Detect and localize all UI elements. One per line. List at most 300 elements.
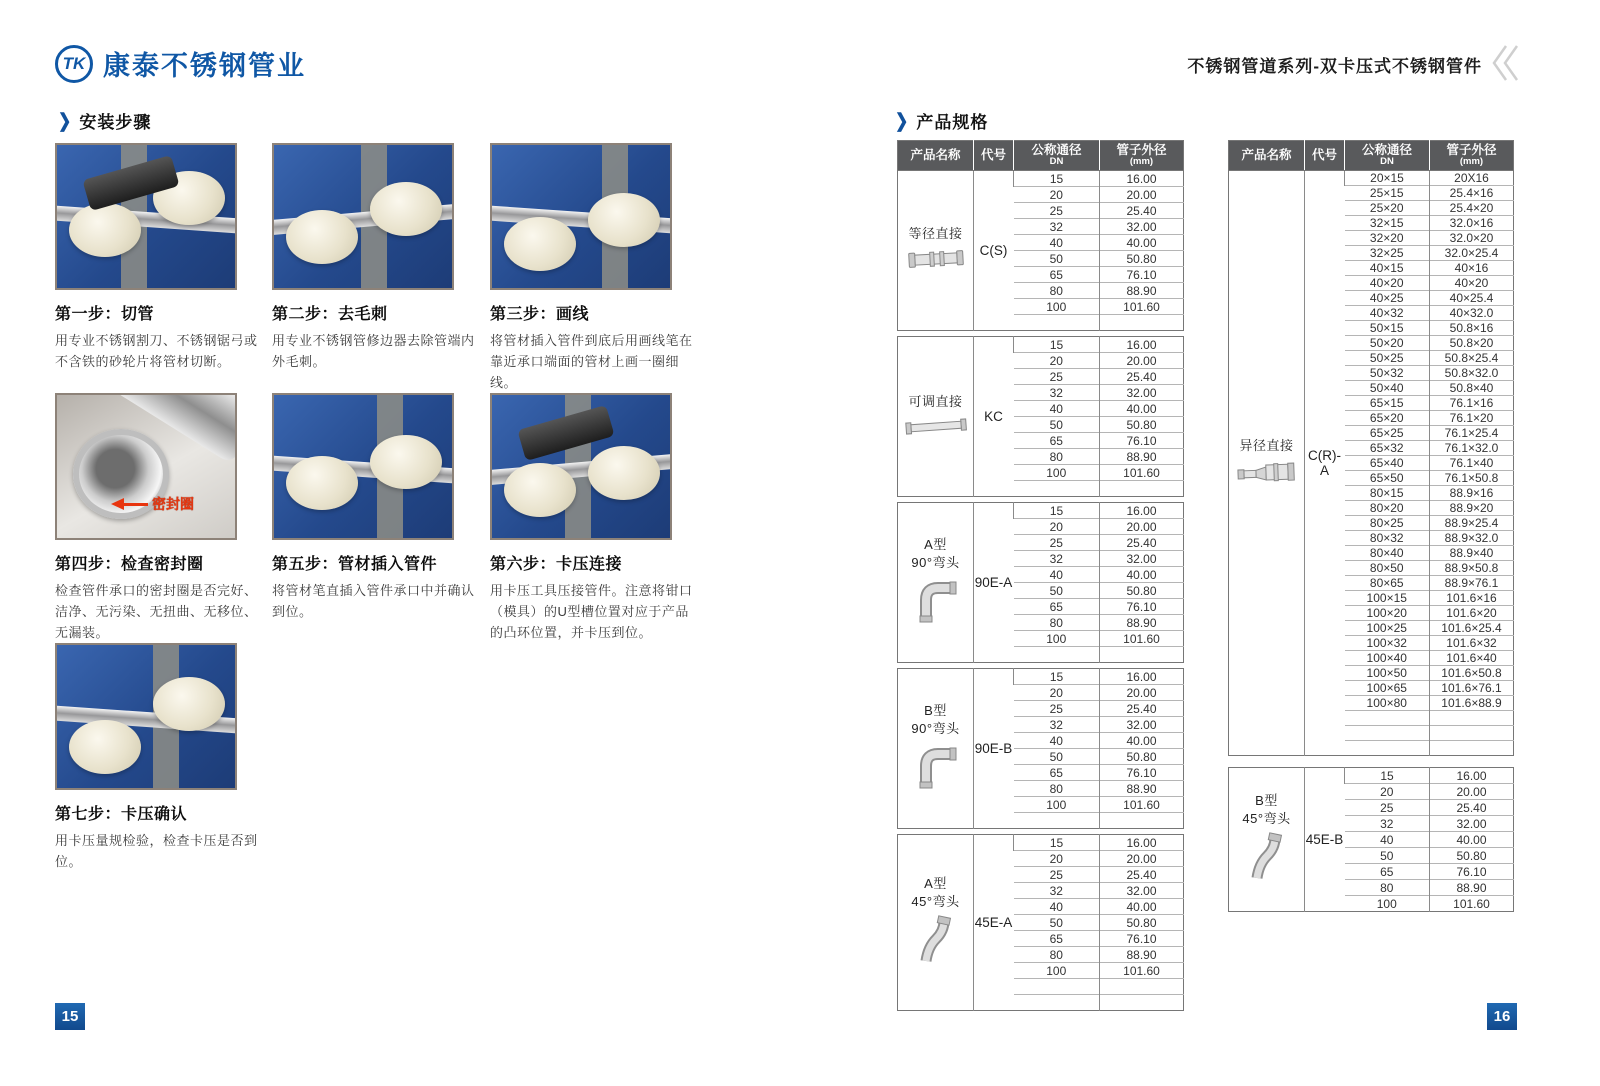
dn-value: 20×15 <box>1345 171 1430 186</box>
dn-value: 65 <box>1014 267 1100 283</box>
od-value: 20.00 <box>1100 685 1184 701</box>
od-value: 50.8×16 <box>1430 321 1514 336</box>
od-value: 32.0×25.4 <box>1430 246 1514 261</box>
glove-icon <box>69 203 141 257</box>
dn-value: 15 <box>1014 171 1100 187</box>
dn-value: 32 <box>1014 551 1100 567</box>
col-code: 代号 <box>974 141 1014 171</box>
dn-value: 32 <box>1345 816 1430 832</box>
dn-value: 40×25 <box>1345 291 1430 306</box>
section-arrow-icon: ❯ <box>58 110 72 132</box>
dn-value: 65 <box>1014 931 1100 947</box>
dn-empty <box>1014 813 1100 829</box>
dn-value: 100×20 <box>1345 606 1430 621</box>
spec-table <box>1228 140 1514 756</box>
od-value: 88.90 <box>1100 781 1184 797</box>
od-empty <box>1430 741 1514 756</box>
col-dn: 公称通径 DN <box>1345 141 1430 171</box>
step-title: 第三步：画线 <box>490 306 590 323</box>
spec-table <box>897 834 1184 1011</box>
od-value: 32.00 <box>1100 219 1184 235</box>
dn-value: 80×40 <box>1345 546 1430 561</box>
od-value: 40.00 <box>1100 733 1184 749</box>
od-value: 40.00 <box>1100 567 1184 583</box>
od-empty <box>1430 726 1514 741</box>
od-value: 88.90 <box>1100 283 1184 299</box>
od-value: 50.80 <box>1100 749 1184 765</box>
step-photo-cutting <box>55 143 237 290</box>
od-value: 88.9×76.1 <box>1430 576 1514 591</box>
glove-icon <box>286 210 358 264</box>
dn-empty <box>1345 726 1430 741</box>
spec-table <box>897 668 1184 829</box>
dn-value: 50 <box>1014 749 1100 765</box>
od-value: 20.00 <box>1100 851 1184 867</box>
dn-value: 32 <box>1014 883 1100 899</box>
dn-value: 100×50 <box>1345 666 1430 681</box>
glove-icon <box>370 182 442 236</box>
od-value: 25.40 <box>1430 800 1514 816</box>
dn-value: 20 <box>1014 851 1100 867</box>
od-value: 16.00 <box>1100 835 1184 851</box>
od-value: 76.1×40 <box>1430 456 1514 471</box>
glove-icon <box>588 193 660 247</box>
od-value: 88.9×20 <box>1430 501 1514 516</box>
od-empty <box>1100 979 1184 995</box>
od-value: 20.00 <box>1100 519 1184 535</box>
od-value: 20.00 <box>1100 353 1184 369</box>
step-description: 用专业不锈钢管修边器去除管端内外毛刺。 <box>272 333 475 369</box>
dn-value: 100 <box>1014 465 1100 481</box>
spec-table-45E-A <box>897 834 1184 1011</box>
od-value: 50.8×20 <box>1430 336 1514 351</box>
od-value: 88.9×40 <box>1430 546 1514 561</box>
step-photo-seal-ring <box>55 393 237 540</box>
od-value: 88.90 <box>1430 880 1514 896</box>
od-value: 50.8×40 <box>1430 381 1514 396</box>
step-title: 第七步：卡压确认 <box>55 806 188 823</box>
spec-table-90E-B <box>897 668 1184 829</box>
col-od: 管子外径 (mm) <box>1430 141 1514 171</box>
dn-value: 80 <box>1345 880 1430 896</box>
od-value: 25.40 <box>1100 535 1184 551</box>
spec-table <box>1228 767 1514 912</box>
section-arrow-icon: ❯ <box>895 110 909 132</box>
col-od: 管子外径 (mm) <box>1100 141 1184 171</box>
seal-ring-annotation <box>111 494 194 514</box>
step-photo-pressing <box>490 393 672 540</box>
glove-icon <box>370 435 442 489</box>
dn-value: 65×15 <box>1345 396 1430 411</box>
step-description: 用专业不锈钢割刀、不锈钢锯弓或不含铁的砂轮片将管材切断。 <box>55 333 258 369</box>
table-header-row <box>1229 141 1514 171</box>
size-row <box>898 669 1184 685</box>
od-value: 101.6×76.1 <box>1430 681 1514 696</box>
product-code-cell: KC <box>974 337 1014 497</box>
glove-icon <box>286 456 358 510</box>
od-value: 50.80 <box>1100 417 1184 433</box>
spec-table <box>897 140 1184 331</box>
dn-value: 25 <box>1014 867 1100 883</box>
dn-empty <box>1345 741 1430 756</box>
dn-value: 25 <box>1014 203 1100 219</box>
od-value: 76.10 <box>1100 267 1184 283</box>
od-value: 101.60 <box>1430 896 1514 912</box>
od-value: 25.40 <box>1100 867 1184 883</box>
dn-value: 40 <box>1014 567 1100 583</box>
spec-table-C(R)-A <box>1228 140 1514 756</box>
product-name: 等径直接 <box>908 225 963 241</box>
dn-value: 25 <box>1345 800 1430 816</box>
glove-icon <box>69 720 141 774</box>
od-value: 88.90 <box>1100 449 1184 465</box>
od-value: 101.6×25.4 <box>1430 621 1514 636</box>
product-code-cell: 90E-B <box>974 669 1014 829</box>
dn-value: 100 <box>1345 896 1430 912</box>
dn-empty <box>1345 711 1430 726</box>
od-value: 32.00 <box>1100 883 1184 899</box>
od-value: 32.00 <box>1100 385 1184 401</box>
dn-value: 50×40 <box>1345 381 1430 396</box>
red-arrow-icon <box>111 498 124 510</box>
product-name-cell <box>898 835 974 1011</box>
document-title: 不锈钢管道系列-双卡压式不锈钢管件 <box>1187 57 1482 76</box>
col-dn: 公称通径 DN <box>1014 141 1100 171</box>
dn-value: 80×50 <box>1345 561 1430 576</box>
od-value: 40.00 <box>1430 832 1514 848</box>
dn-value: 15 <box>1014 669 1100 685</box>
dn-value: 65×25 <box>1345 426 1430 441</box>
reducing-coupling-icon <box>1229 460 1304 489</box>
od-value: 40×16 <box>1430 261 1514 276</box>
dn-value: 50×25 <box>1345 351 1430 366</box>
od-value: 101.6×40 <box>1430 651 1514 666</box>
od-value: 16.00 <box>1100 669 1184 685</box>
od-value: 20X16 <box>1430 171 1514 186</box>
product-code-cell: 45E-A <box>974 835 1014 1011</box>
step-photo-inserting <box>272 393 454 540</box>
spec-table-90E-A <box>897 502 1184 663</box>
elbow-45-icon <box>898 915 973 970</box>
dn-value: 15 <box>1014 503 1100 519</box>
od-value: 101.6×50.8 <box>1430 666 1514 681</box>
dn-value: 80×25 <box>1345 516 1430 531</box>
od-value: 40×32.0 <box>1430 306 1514 321</box>
step-description: 用卡压工具压接管件。注意将钳口（模具）的U型槽位置对应于产品的凸环位置，并卡压到位。 <box>490 583 693 640</box>
col-code: 代号 <box>1305 141 1345 171</box>
od-value: 40.00 <box>1100 899 1184 915</box>
od-value: 40.00 <box>1100 235 1184 251</box>
company-logo <box>55 44 306 83</box>
elbow-90-icon <box>898 742 973 795</box>
dn-value: 32 <box>1014 219 1100 235</box>
spec-table <box>897 336 1184 497</box>
size-row <box>1229 768 1514 784</box>
col-product-name: 产品名称 <box>1229 141 1305 171</box>
section-title-install: 安装步骤 <box>79 113 152 132</box>
dn-value: 40 <box>1014 899 1100 915</box>
od-value: 16.00 <box>1430 768 1514 784</box>
spec-table-KC <box>897 336 1184 497</box>
od-value: 25.40 <box>1100 701 1184 717</box>
od-value: 25.4×20 <box>1430 201 1514 216</box>
od-value: 101.60 <box>1100 299 1184 315</box>
product-code-cell: 90E-A <box>974 503 1014 663</box>
od-value: 32.0×20 <box>1430 231 1514 246</box>
product-code-cell: C(R)-A <box>1305 171 1345 756</box>
dn-empty <box>1014 481 1100 497</box>
product-name-cell <box>898 503 974 663</box>
dn-value: 40×20 <box>1345 276 1430 291</box>
dn-value: 20 <box>1014 685 1100 701</box>
install-step <box>490 143 700 393</box>
glove-icon <box>153 677 225 731</box>
red-arrow-line <box>124 503 148 506</box>
dn-value: 25 <box>1014 369 1100 385</box>
table-header-row <box>898 141 1184 171</box>
double-chevron-icon <box>1488 42 1522 84</box>
od-value: 32.00 <box>1100 717 1184 733</box>
product-name: B型 45°弯头 <box>1242 792 1291 826</box>
od-value: 101.60 <box>1100 797 1184 813</box>
adjustable-coupling-icon <box>898 415 973 440</box>
dn-value: 50×15 <box>1345 321 1430 336</box>
section-title-specs: 产品规格 <box>916 113 989 132</box>
install-step <box>55 643 265 873</box>
dn-value: 80 <box>1014 781 1100 797</box>
elbow-90-icon <box>898 576 973 629</box>
od-empty <box>1100 995 1184 1011</box>
dn-value: 100 <box>1014 797 1100 813</box>
product-name: A型 90°弯头 <box>911 536 960 570</box>
dn-value: 65 <box>1345 864 1430 880</box>
od-value: 76.1×25.4 <box>1430 426 1514 441</box>
od-value: 76.10 <box>1100 931 1184 947</box>
od-empty <box>1430 711 1514 726</box>
glove-icon <box>588 446 660 500</box>
install-step <box>490 393 700 643</box>
step-description: 将管材笔直插入管件承口中并确认到位。 <box>272 583 475 619</box>
dn-value: 100×40 <box>1345 651 1430 666</box>
spec-table-C(S) <box>897 140 1184 331</box>
dn-value: 65×50 <box>1345 471 1430 486</box>
dn-empty <box>1014 995 1100 1011</box>
od-value: 50.80 <box>1430 848 1514 864</box>
dn-value: 100×32 <box>1345 636 1430 651</box>
od-value: 50.8×25.4 <box>1430 351 1514 366</box>
dn-value: 15 <box>1014 337 1100 353</box>
page-number-left: 15 <box>55 1003 85 1030</box>
dn-value: 50×20 <box>1345 336 1430 351</box>
od-value: 76.10 <box>1100 599 1184 615</box>
od-value: 32.00 <box>1100 551 1184 567</box>
dn-value: 65×40 <box>1345 456 1430 471</box>
dn-value: 50 <box>1345 848 1430 864</box>
od-value: 101.6×32 <box>1430 636 1514 651</box>
dn-value: 65×32 <box>1345 441 1430 456</box>
od-value: 76.1×50.8 <box>1430 471 1514 486</box>
dn-value: 40 <box>1014 733 1100 749</box>
dn-value: 80 <box>1014 283 1100 299</box>
elbow-45-icon <box>1229 832 1304 887</box>
dn-empty <box>1014 647 1100 663</box>
step-title: 第五步：管材插入管件 <box>272 556 438 573</box>
dn-value: 100 <box>1014 299 1100 315</box>
product-name-cell <box>898 669 974 829</box>
product-code-cell: C(S) <box>974 171 1014 331</box>
spec-table <box>897 502 1184 663</box>
dn-value: 100×65 <box>1345 681 1430 696</box>
od-value: 25.40 <box>1100 369 1184 385</box>
product-name: A型 45°弯头 <box>911 875 960 909</box>
dn-value: 65 <box>1014 599 1100 615</box>
dn-value: 80 <box>1014 615 1100 631</box>
spec-table-45E-B <box>1228 767 1514 912</box>
dn-value: 65×20 <box>1345 411 1430 426</box>
dn-value: 40 <box>1014 401 1100 417</box>
dn-empty <box>1014 315 1100 331</box>
od-value: 20.00 <box>1100 187 1184 203</box>
od-value: 88.90 <box>1100 615 1184 631</box>
product-name: B型 90°弯头 <box>911 702 960 736</box>
dn-value: 32 <box>1014 385 1100 401</box>
company-name: 康泰不锈钢管业 <box>103 51 306 81</box>
size-row <box>1229 171 1514 186</box>
od-value: 76.1×16 <box>1430 396 1514 411</box>
dn-value: 20 <box>1014 353 1100 369</box>
logo-monogram-icon: TK <box>55 45 93 83</box>
dn-value: 15 <box>1345 768 1430 784</box>
od-value: 76.10 <box>1100 765 1184 781</box>
size-row <box>898 337 1184 353</box>
od-value: 88.9×25.4 <box>1430 516 1514 531</box>
dn-value: 40 <box>1014 235 1100 251</box>
od-value: 40×20 <box>1430 276 1514 291</box>
od-value: 16.00 <box>1100 503 1184 519</box>
dn-value: 50 <box>1014 417 1100 433</box>
step-title: 第六步：卡压连接 <box>490 556 623 573</box>
od-value: 101.6×20 <box>1430 606 1514 621</box>
dn-value: 50 <box>1014 583 1100 599</box>
product-name: 可调直接 <box>908 393 963 409</box>
glove-icon <box>504 217 576 271</box>
dn-value: 25 <box>1014 701 1100 717</box>
step-photo-gauge-check <box>55 643 237 790</box>
glove-icon <box>504 463 576 517</box>
dn-value: 20 <box>1014 187 1100 203</box>
size-row <box>898 835 1184 851</box>
dn-value: 80 <box>1014 947 1100 963</box>
od-value: 101.6×88.9 <box>1430 696 1514 711</box>
size-row <box>898 171 1184 187</box>
dn-value: 100 <box>1014 631 1100 647</box>
od-value: 76.10 <box>1100 433 1184 449</box>
od-empty <box>1100 481 1184 497</box>
dn-value: 32 <box>1014 717 1100 733</box>
install-step <box>272 143 482 373</box>
od-value: 32.0×16 <box>1430 216 1514 231</box>
od-empty <box>1100 647 1184 663</box>
od-value: 16.00 <box>1100 171 1184 187</box>
dn-value: 50×32 <box>1345 366 1430 381</box>
od-empty <box>1100 315 1184 331</box>
od-value: 76.1×32.0 <box>1430 441 1514 456</box>
step-description: 将管材插入管件到底后用画线笔在靠近承口端面的管材上画一圈细线。 <box>490 333 693 390</box>
od-value: 25.40 <box>1100 203 1184 219</box>
dn-value: 80×32 <box>1345 531 1430 546</box>
size-row <box>898 503 1184 519</box>
dn-value: 25×20 <box>1345 201 1430 216</box>
dn-value: 100 <box>1014 963 1100 979</box>
od-value: 88.9×50.8 <box>1430 561 1514 576</box>
install-step <box>55 393 265 643</box>
step-photo-marking <box>490 143 672 290</box>
od-value: 50.80 <box>1100 915 1184 931</box>
dn-value: 20 <box>1014 519 1100 535</box>
dn-value: 40×15 <box>1345 261 1430 276</box>
dn-value: 80×15 <box>1345 486 1430 501</box>
od-value: 101.60 <box>1100 465 1184 481</box>
od-value: 88.9×32.0 <box>1430 531 1514 546</box>
step-description: 用卡压量规检验，检查卡压是否到位。 <box>55 833 258 869</box>
product-code-cell: 45E-B <box>1305 768 1345 912</box>
step-description: 检查管件承口的密封圈是否完好、洁净、无污染、无扭曲、无移位、无漏装。 <box>55 583 258 640</box>
dn-value: 100×15 <box>1345 591 1430 606</box>
dn-value: 80×20 <box>1345 501 1430 516</box>
equal-coupling-icon <box>898 247 973 276</box>
step-title: 第一步：切管 <box>55 306 155 323</box>
od-value: 101.60 <box>1100 963 1184 979</box>
dn-value: 100×80 <box>1345 696 1430 711</box>
od-value: 76.1×20 <box>1430 411 1514 426</box>
od-value: 20.00 <box>1430 784 1514 800</box>
dn-value: 25 <box>1014 535 1100 551</box>
step-title: 第四步：检查密封圈 <box>55 556 204 573</box>
od-value: 101.60 <box>1100 631 1184 647</box>
product-name-cell <box>898 171 974 331</box>
od-value: 50.8×32.0 <box>1430 366 1514 381</box>
dn-value: 40×32 <box>1345 306 1430 321</box>
od-value: 50.80 <box>1100 583 1184 599</box>
product-name: 异径直接 <box>1239 438 1294 454</box>
col-product-name: 产品名称 <box>898 141 974 171</box>
dn-value: 32×20 <box>1345 231 1430 246</box>
od-value: 88.90 <box>1100 947 1184 963</box>
od-value: 40.00 <box>1100 401 1184 417</box>
dn-value: 50 <box>1014 251 1100 267</box>
dn-value: 65 <box>1014 433 1100 449</box>
dn-empty <box>1014 979 1100 995</box>
dn-value: 100×25 <box>1345 621 1430 636</box>
od-value: 16.00 <box>1100 337 1184 353</box>
dn-value: 25×15 <box>1345 186 1430 201</box>
install-step <box>55 143 265 373</box>
od-value: 32.00 <box>1430 816 1514 832</box>
page-number-right: 16 <box>1487 1003 1517 1030</box>
dn-value: 80 <box>1014 449 1100 465</box>
od-value: 25.4×16 <box>1430 186 1514 201</box>
od-value: 76.10 <box>1430 864 1514 880</box>
step-photo-deburring <box>272 143 454 290</box>
dn-value: 80×65 <box>1345 576 1430 591</box>
product-name-cell <box>1229 768 1305 912</box>
dn-value: 65 <box>1014 765 1100 781</box>
od-value: 88.9×16 <box>1430 486 1514 501</box>
dn-value: 20 <box>1345 784 1430 800</box>
seal-ring-label: 密封圈 <box>152 496 194 512</box>
product-name-cell <box>1229 171 1305 756</box>
product-name-cell <box>898 337 974 497</box>
